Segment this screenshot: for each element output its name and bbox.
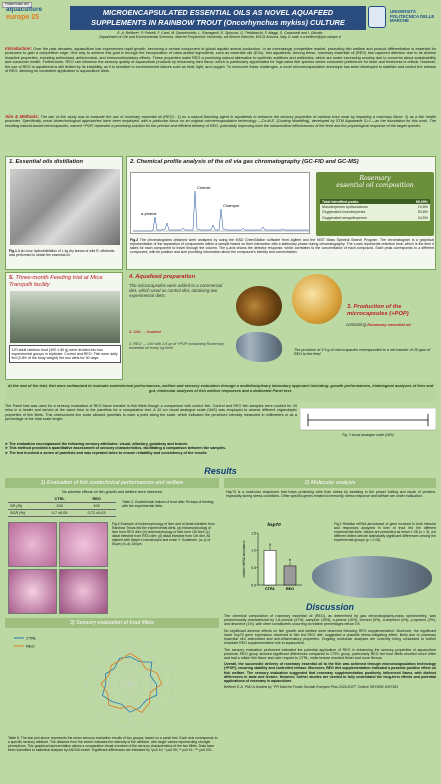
aim-text: The aim of this study was to evaluate the use of rosemary essential oil (REO) : 1) as a natural flavoring agent in aquafeeds to enhance the sensory properties of rainbow trout meat by imparting a rosemary flavor; 2) as a fish health promoter. Specifically, novel biotechnological approaches have been employed, with a particular focus on an original microencapsulation technology —Co.M.E. (Coating Modelling), developed by STM Aquatrade S.r.l.—as the foundation for this work. The resulting natural-based microcapsules, named +POP, represent a promising solution for the precise and efficient delivery of REO, potentially improving both the nutraceutical effectiveness of the feed and the physiological response of the target species. xyxy=(5,115,436,128)
p1-caption-text: A six-hour hydrodistillation of 1 kg dry leaves of wild R. officinalis was performed to obtain the essential oil. xyxy=(9,249,115,258)
panel-feeding-trial xyxy=(5,272,123,380)
bar-ctrl xyxy=(264,550,276,585)
discussion-para: The chemical composition of rosemary essential oil (REO), as determined by gas chromatography-mass spectrometry, was predominantly characterized by 1,8-cineole (47%), camphor (15%), α-pinene (10%), borneol (5%), α-terpineol (4%), p-cymene (2%), and limonene (1%), with other constituents occurring at relative percentages below 1%. xyxy=(224,614,436,627)
composition-table xyxy=(320,199,430,221)
logo-text-2: europe 25 xyxy=(6,14,40,22)
crest-icon xyxy=(368,6,386,28)
p2-caption xyxy=(130,238,434,255)
results-sub-1: 1) Evaluation of fish zootechnical performances and welfare xyxy=(5,478,219,488)
p5-title xyxy=(6,273,122,291)
p3-caption: The provision of 3.5 g of microcapsules corresponded to a net transfer of 25 ppm of REO to the feed xyxy=(294,348,431,357)
bullet-text: This method provided a quantitative assessment of sensory characteristics, facilitating a comparison between the samples. xyxy=(9,446,226,451)
p5-title-num: 5. xyxy=(9,275,14,281)
histology-panel-b xyxy=(59,522,108,567)
cell: SR (%) xyxy=(8,503,42,510)
comp-value: 24,5% xyxy=(403,215,430,220)
comp-value: 19,8% xyxy=(403,204,430,209)
ctrl-diet-label: 1. Ctrl → Control xyxy=(129,329,161,334)
chromatogram-trace xyxy=(133,191,309,231)
p1-caption xyxy=(6,247,124,259)
trout-photo xyxy=(236,332,282,362)
comp-name: Total identified peaks xyxy=(320,199,403,204)
legend-label: REO xyxy=(26,643,35,649)
p4-title: 4. Aquafeed preparation xyxy=(129,274,196,280)
discussion-para: No significant adverse effects on fish growth and welfare were observed following REO supplementation. Moreover, the significant lower hsp70 gene expression observed in fish fed REO diet, suggested a possible stress-mitigating effect, likely due to rosemary essential oil's antioxidant and anti-inflammatory properties. Ongoing molecular analyses are currently being conducted to further elucidate REO supplementation role in aquaculture. xyxy=(224,628,436,646)
p3-text-b: Rosemary essential oil xyxy=(367,322,411,327)
poster-tag: Poster/Video link xyxy=(2,2,32,8)
authors-block xyxy=(60,31,380,39)
p3-text xyxy=(346,322,434,328)
acknowledgement: Belfiore E.A. PhD is funded by "PR Marche Fondo Sociale Europeo Plus 2021/2027" Codice SIFORM 1097181 xyxy=(224,685,399,690)
histology-figure xyxy=(8,522,108,614)
results-sub-2: 2) Molecular analysis xyxy=(224,478,436,488)
comp-name: Oxygenated sesquiterpenes xyxy=(320,215,403,220)
results-sub-3: 3) Sensory evaluation of trout fillets xyxy=(5,618,219,628)
zoo-note: No adverse effects on fish growth and welfare were observed xyxy=(62,490,162,494)
panel-distillation xyxy=(5,156,123,270)
methods-band: At the end of the trial, fish were euthanized to evaluate zootechnical performances, welfare and sensory evaluation through a multidisciplinary laboratory approach including: growth performances, histological analyses of liver and gut, molecular analyses of fish welfare responses and a dedicated Panel test. xyxy=(5,382,436,402)
cell: 0,72 ±0,03 xyxy=(77,510,116,517)
comp-value: 53,8% xyxy=(403,210,430,215)
p1-caption-label: Fig.1 xyxy=(9,249,17,253)
peak-label-alpha-pinene: α-pinene xyxy=(141,211,157,216)
facility-photo xyxy=(10,291,120,343)
category-label: REO xyxy=(285,587,295,591)
comp-name: Monoterpenes hydrocarbons xyxy=(320,204,403,209)
authors: E. A. Belfiore*, P. Petrelli, F. Conti, M. Zarantoniello, L. Ramagnoli, E. Spinozzi, G. Trebbiacchi, F. Maggi, S. Cavazzelli and I. Olivotto xyxy=(117,31,323,35)
p4-text: The microcapsules were added to a commercial diet, which used as control diet, obtaining two experimental diets: xyxy=(129,282,223,299)
list-item: ➤ The test involved a series of panelists and was repeated twice to ensure reliability and consistency of the results xyxy=(5,450,207,455)
intro-text: Over the past decades, aquaculture has experienced rapid growth, becoming a central component of global aquatic animal production. In an increasingly competitive market, promoting fish welfare and product differentiation is essential for producers to gain a competitive edge. One way to achieve this goal is through the incorporation of value-added ingredients, such as essential oils (EOs), into aquafeeds. Among these, rosemary essential oil (REO) has captured attention due to its diverse bioactive properties, including antioxidant, antimicrobial, and immunostimulatory effects. These properties make REO a promising natural alternative to synthetic additives and antibiotics, which are under increasing scrutiny due to concerns about sustainability and consumer health. Furthermore, REO can influence the sensory quality of aquaculture products by enhancing their flavor, which is particularly appreciated for high-value fish species where consumer preference for taste and freshness is critical. However, the use of REO in aquafeeds is still limited by its instability, as it is sensitive to environmental factors such as heat, light, and oxygen. To overcome these challenges, a novel microencapsulation technique has been developed to stabilize and control the release of REO, allowing for consistent application in aquaculture diets. xyxy=(5,47,436,74)
bullet-list xyxy=(5,442,436,455)
zootechnical-table xyxy=(8,496,116,517)
radar-axis xyxy=(130,684,147,725)
bullet-text: The evaluation encompassed the following sensory attributes: visual, olfactory, gustatory and texture. xyxy=(9,442,189,446)
aim-methods xyxy=(5,114,436,154)
histology-panel-c xyxy=(8,569,57,614)
cell: 100 xyxy=(77,503,116,510)
category-label: CTRL xyxy=(264,587,276,591)
list-item: ➤ The evaluation encompassed the following sensory attributes: visual, olfactory, gustatory and texture. xyxy=(5,442,189,446)
vas-scale xyxy=(300,408,436,432)
vas-caption: Fig. 3 visual analogue scale (VAS) xyxy=(342,433,394,438)
radar-axis xyxy=(130,643,147,684)
panel-test-text: The Panel test was used for a sensory evaluation of REO flavor transfer in fish fillets though a comparison with control fish. Control and REO fish samples were cooked for 20 mins in a heater and served at the same time to the panelists for a comparative test. A 10 cm visual analogue scale (VAS) was employed to assess different organoleptic properties of fish fillets. This unstructured line scale allowed panelists to mark a point along the scale, which indicated the perceived intensity measured in millimeters or as a percentage of the total scale length. xyxy=(5,404,297,422)
introduction xyxy=(5,46,436,112)
vas-frame xyxy=(300,408,436,430)
table-row xyxy=(320,215,430,220)
hsp70-chart-svg xyxy=(240,519,308,597)
p2-caption-text: The chromatograms obtained were analyzed by using the MSD ChemStation software from Agilent and the NIST Mass Spectral Search Program. The chromatogram is a graphical representation of the separation of components within a sample based on their interaction with a stationary phase during chromatography. The x-axis represents retention time, which is the time it takes for each component to travel through the column. The y-axis shows the detector response, which correlates to the concentration of each compound. Each peak corresponds to a different component, with its position and size providing information about the compound's identity and concentration. xyxy=(130,238,434,255)
cell: 0,7 ±0,05 xyxy=(42,510,77,517)
affiliation: Department of Life and Environmental Sciences, Marche Polytechnic University, via Brecce Bianche, 60131 Ancona, Italy. E-mail: e.a.belfiore@pm.univpm.it xyxy=(99,35,341,40)
table2-caption: Table 2. Zootechnical indices of trout after 90 days of feeding with the experimental diets. xyxy=(122,500,214,509)
distillation-photo xyxy=(10,169,120,245)
cell: 100 xyxy=(42,503,77,510)
trout-fillet-photo xyxy=(312,556,432,598)
table5-caption: Table 5. The star plot above represents the mean sensory evaluation results of two groups, based on a panel test. Each axis corresponds to a specific sensory attribute. The distance from the center indicates the intensity of the attribute, with larger values representing stronger perceptions. This graphical representation allows a comparative visual overview of the sensory characteristics of the two fillets. Data have been submitted to statistical analysis by ANOVA model. Significant differences are indicated by *p≤0.10; * p≤0.05; ** p≤0.01; *** p≤0.001. xyxy=(8,736,218,753)
p5-caption: 120 adult rainbow trout (400 ± 80 g) were divided into two experimental groups in triplicate: Control and REO. Fish were daily fed (0.8% of the body weight) the two diets for 90 days. xyxy=(9,345,121,363)
legend-label: CTRL xyxy=(26,635,37,641)
p4-reo-line: 2. REO → Ctrl with 2,5 gr of +POP containing Rosemary essential oil every kg feed xyxy=(129,342,224,351)
results-title: Results xyxy=(204,466,237,476)
chromatogram-svg xyxy=(131,173,311,235)
y-tick-label: 0.5 xyxy=(251,565,256,570)
col-header: REO xyxy=(77,496,116,503)
significance-letter: b xyxy=(288,556,292,562)
fig4-caption: Fig.4 Relative mRNA abundance of gene involved in both immune and responses analyzed in liver of trout fed the different experimental diets. Values are presented as mean ± SD (n = 3). a-b different letters denote statistically significant differences among the experimental groups (p < 0.05). xyxy=(334,522,436,543)
composition-title-2: essential oil composition xyxy=(336,181,414,189)
intro-label: Introduction: xyxy=(5,46,33,51)
comp-value: 98,09% xyxy=(403,199,430,204)
significance-letter: a xyxy=(268,541,272,547)
p5-title-text: Three-month Feeding trial at Mica Tranquilli facility xyxy=(9,275,103,288)
vas-figure xyxy=(300,408,436,438)
discussion-para: The sensory evaluation performed indicated the potential application of REO in enhancing the sensory properties of aquaculture products: REO group showed significant differences compared to CTRL group, particularly REO fed trout fillets resulted much bitter and had a milder fish flavor and odor respect to CTRL, while texture resulted firmer and more fibrous. xyxy=(224,647,436,660)
y-tick-label: 0.0 xyxy=(251,583,256,588)
y-tick-label: 1.5 xyxy=(251,531,256,536)
peak-label-cineole: Cineole xyxy=(197,185,211,190)
cell: SGR (%) xyxy=(8,510,42,517)
fig3-caption: Fig.3 Example of histomorphology of liver and of distal intestine from Rainbow Trouts fed the experimental diets. (a) histomorphology of liver from REO diet; (b) histomorphology of liver form Ctrl diet; (c) distal intestine from REO diet; (d) distal intestine from Ctrl diet. All stained with Mayer's hematoxylin and eosin Y. Scalebars: (a–c) of 50μm; (b–d) 100μm. xyxy=(112,522,215,547)
composition-title-1: Rosemary xyxy=(359,175,391,182)
discussion-body xyxy=(224,614,436,692)
p3-title: 3. Production of the microcapsules (+POP) xyxy=(347,304,409,317)
star-plot-svg xyxy=(10,630,218,734)
bullet-text: The test involved a series of panelists and was repeated twice to ensure reliability and consistency of the results xyxy=(9,450,207,455)
logo-text-1: aquaculture xyxy=(6,7,43,13)
microcapsule-image xyxy=(292,274,342,324)
aquaculture-europe-logo xyxy=(6,7,64,33)
panel-aquafeed xyxy=(126,272,286,380)
radar-axis xyxy=(113,643,130,684)
histology-panel-d xyxy=(59,569,108,614)
sensory-star-plot xyxy=(10,630,218,734)
university-name: UNIVERSITÀ POLITECNICA DELLE MARCHE xyxy=(390,9,435,24)
p4-ctrl-line xyxy=(129,330,161,335)
table-row xyxy=(8,503,116,510)
discussion-title: Discussion xyxy=(305,602,354,612)
y-tick-label: 1.0 xyxy=(251,548,256,553)
bar-reo xyxy=(284,566,296,585)
panel-microcapsules xyxy=(290,272,436,380)
p1-title: 1. Essential oils distillation xyxy=(9,159,84,165)
composition-title xyxy=(316,172,434,190)
radar-axis xyxy=(99,684,130,715)
poster-title xyxy=(70,6,366,30)
university-logo xyxy=(368,6,436,34)
chromatogram xyxy=(130,172,310,234)
hsp70-chart xyxy=(240,519,308,597)
p3-text-a: containing xyxy=(346,322,367,327)
y-axis-label: relative mRNA abundance xyxy=(242,540,246,578)
composition-box xyxy=(316,172,434,236)
table-row xyxy=(8,510,116,517)
radar-axis xyxy=(89,667,130,684)
title-line-1: MICROENCAPSULATED ESSENTIAL OILS AS NOVEL AQUAFEED xyxy=(102,8,334,17)
histology-panel-a xyxy=(8,522,57,567)
title-line-2: SUPPLEMENTS IN RAINBOW TROUT (Oncorhynchus mykiss) CULTURE xyxy=(91,17,345,27)
radar-axis xyxy=(89,684,130,701)
discussion-para: Overall, the successful delivery of rosemary essential oil to the fish was achieved through microencapsulation technology (+POP), ensuring stability and controlled release. Moreover, REO diet supplementation indicated a possible positive effect on fish welfare. The sensory evaluation suggested that rosemary supplementation positively influenced flavor, with distinct differences in taste and texture. However, further studies are needed to fully understand the long-term effects and potential applications of rosemary in aquaculture. xyxy=(224,662,436,683)
molecular-text: Hsp70 is a molecular chaperone that helps protecting cells from stress by assisting in the proper folding and repair of proteins, especially during stress conditions. Other specific genes related to immunity, stress response and welfare are under evaluation. xyxy=(226,490,436,499)
p2-title: 2. Chemical profile analysis of the oil via gas chromatography (GC-FID and GC-MS) xyxy=(130,159,359,165)
col-header: CTRL xyxy=(42,496,77,503)
comp-name: Oxygenated monoterpenes xyxy=(320,210,403,215)
peak-label-champor: Champor xyxy=(223,203,240,208)
feed-pellets-image xyxy=(236,286,282,326)
list-item: ➤ This method provided a quantitative assessment of sensory characteristics, facilitating a comparison between the samples. xyxy=(5,446,226,451)
p2-caption-label: Fig.2 xyxy=(130,238,139,242)
aim-label: Aim & Methods: xyxy=(5,114,40,119)
hsp70-title: hsp70 xyxy=(267,522,281,527)
